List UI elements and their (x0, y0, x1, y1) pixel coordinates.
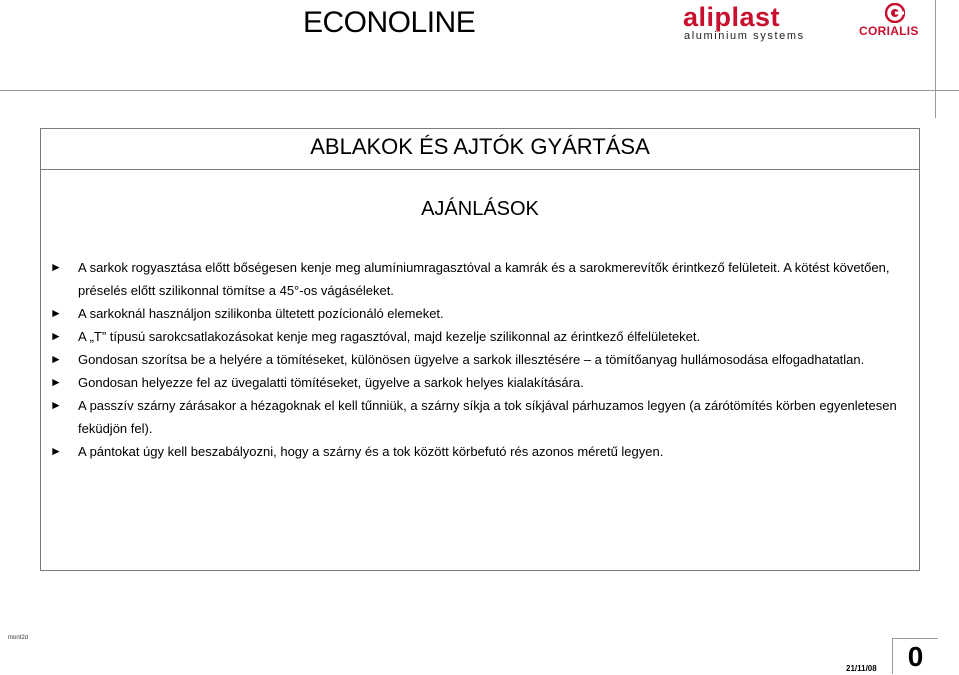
recommendation-list (50, 256, 910, 463)
list-item (50, 348, 910, 371)
bullet-arrow-icon: ► (50, 329, 62, 343)
bullet-arrow-icon: ► (50, 398, 62, 412)
list-item-text: A sarkoknál használjon szilikonba ültetett pozícionáló elemeket. (78, 306, 444, 321)
bullet-arrow-icon: ► (50, 352, 62, 366)
bullet-arrow-icon: ► (50, 444, 62, 458)
list-item (50, 302, 910, 325)
list-item (50, 394, 910, 440)
bullet-arrow-icon: ► (50, 306, 62, 320)
aliplast-logo-brand: aliplast (683, 2, 781, 32)
footer-page-number: 0 (892, 638, 938, 674)
header-divider (0, 90, 959, 91)
title-divider (41, 169, 919, 170)
list-item (50, 440, 910, 463)
corialis-logo-brand: CORIALIS (859, 24, 919, 38)
list-item (50, 371, 910, 394)
list-item-text: Gondosan szorítsa be a helyére a tömítéseket, különösen ügyelve a sarkok illesztésére – a tömítőanyag hullámosodása elfogadhatatlan. (78, 352, 865, 367)
bullet-arrow-icon: ► (50, 375, 62, 389)
aliplast-logo-tagline: aluminium systems (684, 30, 805, 42)
bullet-arrow-icon: ► (50, 260, 62, 274)
section-subtitle: AJÁNLÁSOK (421, 198, 539, 220)
content-box (40, 128, 920, 571)
list-item-text: A „T” típusú sarokcsatlakozásokat kenje meg ragasztóval, majd kezelje szilikonnal az érintkező élfelületeket. (78, 329, 701, 344)
corialis-logo (859, 2, 934, 44)
list-item-text: A pántokat úgy kell beszabályozni, hogy a szárny és a tok között körbefutó rés azonos méretű legyen. (78, 444, 664, 459)
corialis-emblem-icon (885, 3, 905, 23)
footer-date: 21/11/08 (846, 664, 877, 673)
header-side-divider (935, 0, 936, 118)
aliplast-logo (683, 4, 848, 44)
list-item (50, 256, 910, 302)
list-item-text: Gondosan helyezze fel az üvegalatti tömítéseket, ügyelve a sarkok helyes kialakítására. (78, 375, 584, 390)
list-item-text: A sarkok rogyasztása előtt bőségesen kenje meg alumíniumragasztóval a kamrák és a sarokmerevítők érintkező felületeit. A kötést követően, préselés előtt szilikonnal tömítse a 45°-os vágáséleket. (78, 260, 890, 298)
section-title: ABLAKOK ÉS AJTÓK GYÁRTÁSA (310, 134, 650, 159)
page-header-title: ECONOLINE (303, 6, 476, 39)
list-item (50, 325, 910, 348)
list-item-text: A passzív szárny zárásakor a hézagoknak el kell tűnniük, a szárny síkja a tok síkjával párhuzamos legyen (a zárótömítés körben egyenletesen feküdjön fel). (78, 398, 897, 436)
footer-document-code: mont2d (8, 635, 29, 641)
